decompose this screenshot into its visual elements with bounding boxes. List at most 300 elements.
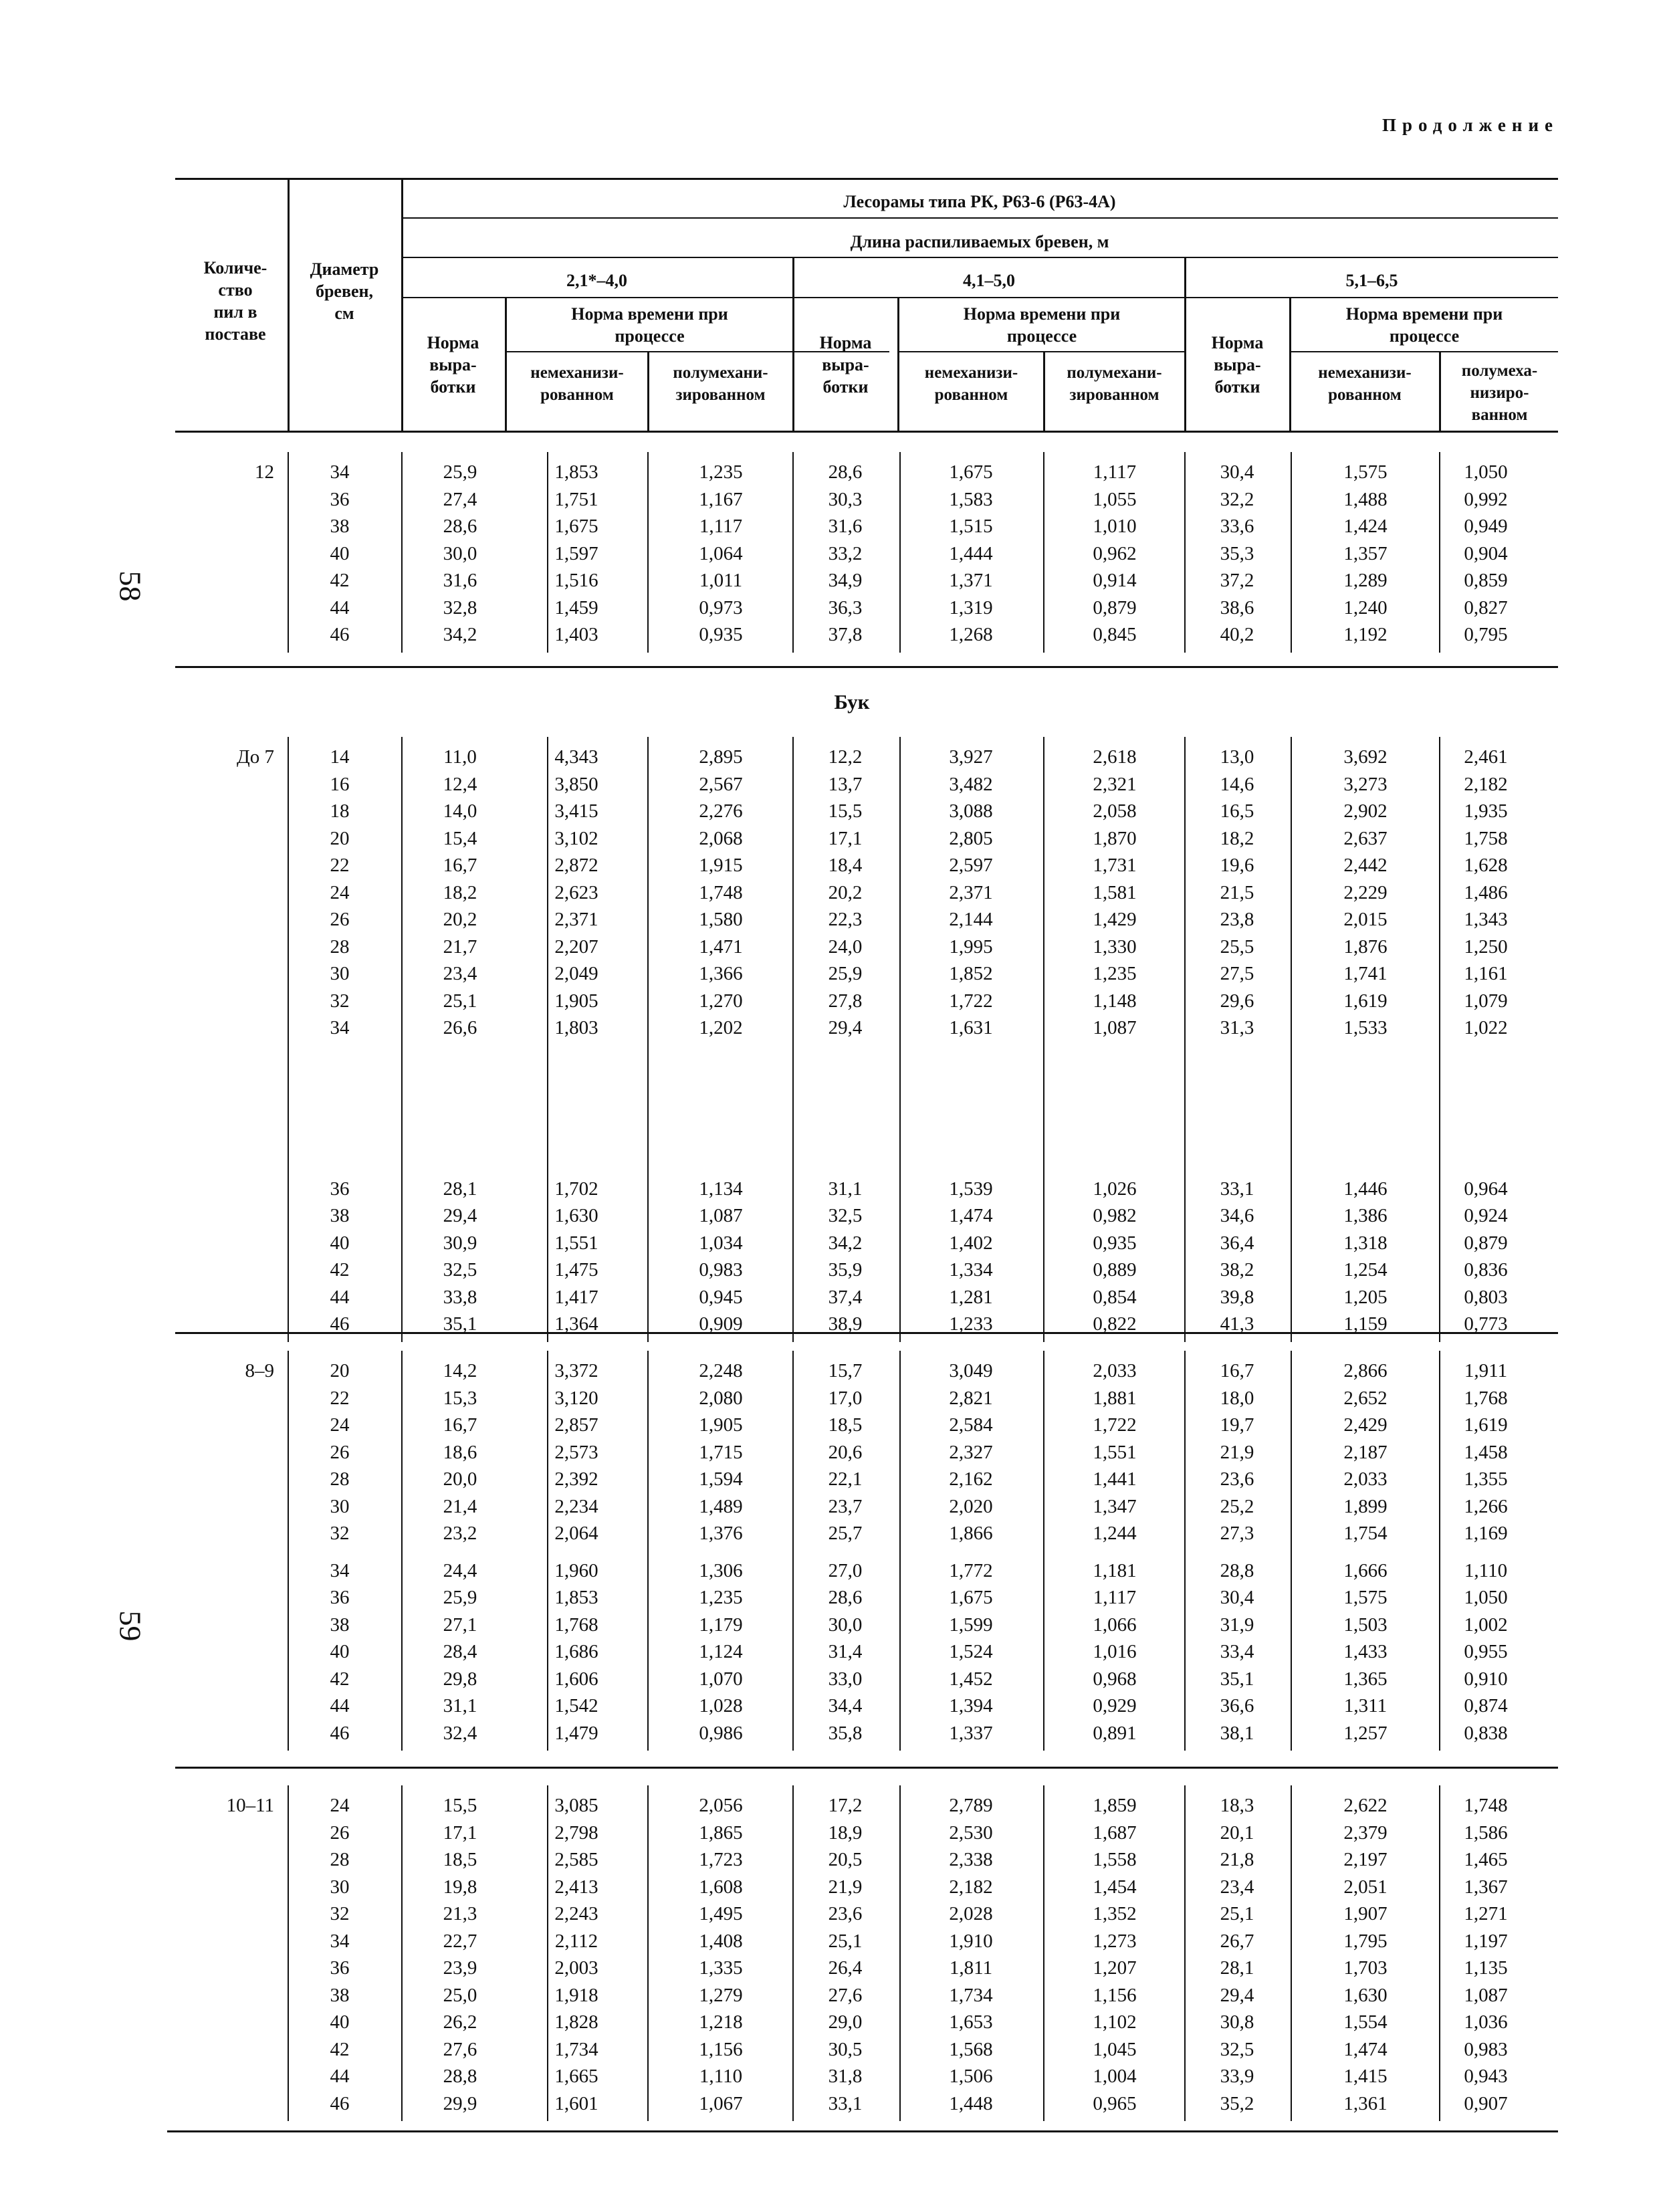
value-cell: 1,357 bbox=[1343, 542, 1388, 564]
value-cell: 2,597 bbox=[949, 855, 993, 876]
value-cell: 18,2 bbox=[443, 881, 477, 903]
value-cell: 1,533 bbox=[1343, 1017, 1388, 1038]
value-cell: 2,895 bbox=[699, 746, 743, 768]
value-cell: 1,734 bbox=[554, 2038, 598, 2060]
value-cell: 25,0 bbox=[443, 1984, 477, 2006]
header-norm-output-2: Норма выра- ботки bbox=[819, 332, 872, 397]
value-cell: 34,2 bbox=[443, 624, 477, 645]
diameter-cell: 46 bbox=[330, 1313, 350, 1335]
diameter-cell: 46 bbox=[330, 1722, 350, 1744]
value-cell: 1,910 bbox=[949, 1930, 993, 1952]
value-cell: 25,5 bbox=[1220, 935, 1254, 958]
value-cell: 16,7 bbox=[443, 1414, 477, 1436]
value-cell: 2,902 bbox=[1343, 800, 1388, 822]
value-cell: 1,441 bbox=[1093, 1468, 1137, 1490]
value-cell: 20,6 bbox=[828, 1441, 863, 1463]
value-cell: 1,244 bbox=[1093, 1523, 1137, 1544]
value-cell: 1,722 bbox=[1093, 1414, 1137, 1436]
header-semimech-2: полумехани- зированном bbox=[1067, 364, 1162, 404]
value-cell: 0,859 bbox=[1464, 570, 1508, 591]
saws-count: До 7 bbox=[236, 746, 274, 768]
diameter-cell: 14 bbox=[330, 746, 350, 768]
value-cell: 2,392 bbox=[554, 1468, 598, 1490]
column-line bbox=[288, 1785, 289, 2121]
value-cell: 26,4 bbox=[828, 1957, 863, 1979]
value-cell: 32,5 bbox=[1220, 2038, 1254, 2060]
value-cell: 1,758 bbox=[1464, 827, 1508, 849]
value-cell: 0,962 bbox=[1093, 542, 1137, 564]
value-cell: 0,889 bbox=[1093, 1259, 1137, 1281]
value-cell: 1,415 bbox=[1343, 2066, 1388, 2087]
column-line bbox=[547, 1351, 548, 1751]
diameter-cell: 36 bbox=[330, 1587, 350, 1608]
value-cell: 27,6 bbox=[443, 2038, 477, 2060]
value-cell: 1,515 bbox=[949, 516, 993, 537]
column-line bbox=[647, 452, 649, 653]
value-cell: 1,347 bbox=[1093, 1495, 1137, 1517]
value-cell: 1,335 bbox=[699, 1957, 743, 1979]
value-cell: 2,162 bbox=[949, 1468, 993, 1490]
value-cell: 1,474 bbox=[1343, 2038, 1388, 2060]
value-cell: 21,8 bbox=[1220, 1849, 1254, 1870]
value-cell: 37,8 bbox=[828, 624, 863, 645]
value-cell: 1,454 bbox=[1093, 1876, 1137, 1898]
value-cell: 30,0 bbox=[828, 1614, 863, 1636]
value-cell: 2,207 bbox=[554, 935, 598, 958]
value-cell: 1,554 bbox=[1343, 2011, 1388, 2033]
value-cell: 1,202 bbox=[699, 1017, 743, 1038]
value-cell: 1,002 bbox=[1464, 1614, 1508, 1636]
value-cell: 1,167 bbox=[699, 488, 743, 510]
value-cell: 28,6 bbox=[828, 1587, 863, 1608]
value-cell: 1,631 bbox=[949, 1017, 993, 1038]
value-cell: 2,033 bbox=[1343, 1468, 1388, 1490]
value-cell: 21,5 bbox=[1220, 881, 1254, 903]
value-cell: 1,102 bbox=[1093, 2011, 1137, 2033]
value-cell: 32,2 bbox=[1220, 488, 1254, 510]
value-cell: 0,904 bbox=[1464, 542, 1508, 564]
value-cell: 2,413 bbox=[554, 1876, 598, 1898]
value-cell: 4,343 bbox=[554, 746, 598, 768]
value-cell: 1,524 bbox=[949, 1641, 993, 1662]
value-cell: 1,135 bbox=[1464, 1957, 1508, 1979]
value-cell: 0,992 bbox=[1464, 488, 1508, 510]
value-cell: 0,964 bbox=[1464, 1178, 1508, 1200]
diameter-cell: 28 bbox=[330, 1849, 350, 1870]
value-cell: 22,7 bbox=[443, 1930, 477, 1952]
value-cell: 2,623 bbox=[554, 881, 598, 903]
value-cell: 37,2 bbox=[1220, 570, 1254, 591]
value-cell: 33,0 bbox=[828, 1668, 863, 1690]
value-cell: 1,394 bbox=[949, 1695, 993, 1717]
value-cell: 0,910 bbox=[1464, 1668, 1508, 1690]
value-cell: 0,955 bbox=[1464, 1641, 1508, 1662]
diameter-cell: 42 bbox=[330, 1259, 350, 1281]
header-range-3: 5,1–6,5 bbox=[1345, 270, 1398, 290]
value-cell: 33,8 bbox=[443, 1286, 477, 1308]
value-cell: 1,011 bbox=[699, 570, 743, 591]
diameter-cell: 44 bbox=[330, 596, 350, 619]
diameter-cell: 34 bbox=[330, 1017, 350, 1038]
column-line bbox=[1439, 1785, 1440, 2121]
value-cell: 0,838 bbox=[1464, 1722, 1508, 1744]
diameter-cell: 36 bbox=[330, 1957, 350, 1979]
value-cell: 2,049 bbox=[554, 963, 598, 984]
rule-line bbox=[175, 1767, 1558, 1769]
value-cell: 36,3 bbox=[828, 596, 863, 619]
value-cell: 1,754 bbox=[1343, 1523, 1388, 1544]
value-cell: 1,911 bbox=[1464, 1360, 1508, 1381]
diameter-cell: 34 bbox=[330, 461, 350, 483]
value-cell: 14,6 bbox=[1220, 773, 1254, 795]
value-cell: 1,516 bbox=[554, 570, 598, 591]
value-cell: 39,8 bbox=[1220, 1286, 1254, 1308]
value-cell: 22,1 bbox=[828, 1468, 863, 1490]
value-cell: 23,6 bbox=[1220, 1468, 1254, 1490]
value-cell: 1,424 bbox=[1343, 516, 1388, 537]
value-cell: 1,619 bbox=[1464, 1414, 1508, 1436]
value-cell: 0,836 bbox=[1464, 1259, 1508, 1281]
value-cell: 2,182 bbox=[949, 1876, 993, 1898]
diameter-cell: 26 bbox=[330, 1441, 350, 1463]
value-cell: 30,8 bbox=[1220, 2011, 1254, 2033]
value-cell: 2,857 bbox=[554, 1414, 598, 1436]
value-cell: 18,5 bbox=[443, 1849, 477, 1870]
value-cell: 1,581 bbox=[1093, 881, 1137, 903]
value-cell: 21,7 bbox=[443, 935, 477, 958]
value-cell: 0,845 bbox=[1093, 624, 1137, 645]
diameter-cell: 40 bbox=[330, 2011, 350, 2033]
value-cell: 12,2 bbox=[828, 746, 863, 768]
value-cell: 2,229 bbox=[1343, 881, 1388, 903]
value-cell: 1,471 bbox=[699, 935, 743, 958]
value-cell: 34,9 bbox=[828, 570, 863, 591]
value-cell: 1,334 bbox=[949, 1259, 993, 1281]
column-line bbox=[401, 1785, 403, 2121]
value-cell: 2,033 bbox=[1093, 1360, 1137, 1381]
value-cell: 2,051 bbox=[1343, 1876, 1388, 1898]
column-line bbox=[1184, 737, 1186, 1342]
value-cell: 26,6 bbox=[443, 1017, 477, 1038]
column-line bbox=[647, 1785, 649, 2121]
value-cell: 3,088 bbox=[949, 800, 993, 822]
value-cell: 34,2 bbox=[828, 1232, 863, 1254]
value-cell: 1,192 bbox=[1343, 624, 1388, 645]
column-line bbox=[792, 1785, 794, 2121]
value-cell: 27,4 bbox=[443, 488, 477, 510]
value-cell: 2,187 bbox=[1343, 1441, 1388, 1463]
value-cell: 23,4 bbox=[443, 963, 477, 984]
value-cell: 0,983 bbox=[699, 1259, 743, 1281]
header-diameter: Диаметр бревен, см bbox=[310, 259, 379, 323]
value-cell: 1,486 bbox=[1464, 881, 1508, 903]
value-cell: 1,235 bbox=[699, 461, 743, 483]
value-cell: 1,539 bbox=[949, 1178, 993, 1200]
value-cell: 1,488 bbox=[1343, 488, 1388, 510]
value-cell: 1,205 bbox=[1343, 1286, 1388, 1308]
value-cell: 31,8 bbox=[828, 2066, 863, 2087]
value-cell: 36,6 bbox=[1220, 1695, 1254, 1717]
value-cell: 0,983 bbox=[1464, 2038, 1508, 2060]
value-cell: 1,734 bbox=[949, 1984, 993, 2006]
value-cell: 13,0 bbox=[1220, 746, 1254, 768]
value-cell: 32,5 bbox=[828, 1205, 863, 1226]
diameter-cell: 44 bbox=[330, 1695, 350, 1717]
value-cell: 1,479 bbox=[554, 1722, 598, 1744]
value-cell: 35,9 bbox=[828, 1259, 863, 1281]
diameter-cell: 36 bbox=[330, 1178, 350, 1200]
column-line bbox=[288, 452, 289, 653]
value-cell: 1,619 bbox=[1343, 990, 1388, 1012]
value-cell: 1,197 bbox=[1464, 1930, 1508, 1952]
value-cell: 26,2 bbox=[443, 2011, 477, 2033]
header-semimech-3: полумеха- низиро- ванном bbox=[1461, 361, 1538, 424]
value-cell: 1,795 bbox=[1343, 1930, 1388, 1952]
diameter-cell: 22 bbox=[330, 1387, 350, 1409]
value-cell: 1,586 bbox=[1464, 1821, 1508, 1844]
value-cell: 1,026 bbox=[1093, 1178, 1137, 1200]
column-line bbox=[899, 452, 901, 653]
header-range-1: 2,1*–4,0 bbox=[566, 270, 627, 290]
page-number-58: 58 bbox=[113, 570, 148, 602]
value-cell: 1,580 bbox=[699, 909, 743, 930]
value-cell: 1,653 bbox=[949, 2011, 993, 2033]
column-line bbox=[1291, 452, 1292, 653]
value-cell: 1,599 bbox=[949, 1614, 993, 1636]
value-cell: 28,8 bbox=[1220, 1559, 1254, 1581]
diameter-cell: 32 bbox=[330, 1903, 350, 1924]
value-cell: 25,9 bbox=[828, 963, 863, 984]
value-cell: 40,2 bbox=[1220, 624, 1254, 645]
value-cell: 16,5 bbox=[1220, 800, 1254, 822]
diameter-cell: 44 bbox=[330, 2066, 350, 2087]
value-cell: 1,179 bbox=[699, 1614, 743, 1636]
value-cell: 27,0 bbox=[828, 1559, 863, 1581]
value-cell: 1,433 bbox=[1343, 1641, 1388, 1662]
value-cell: 2,064 bbox=[554, 1523, 598, 1544]
value-cell: 30,4 bbox=[1220, 1587, 1254, 1608]
diameter-cell: 28 bbox=[330, 1468, 350, 1490]
value-cell: 27,6 bbox=[828, 1984, 863, 2006]
value-cell: 1,448 bbox=[949, 2092, 993, 2114]
value-cell: 30,0 bbox=[443, 542, 477, 564]
value-cell: 23,6 bbox=[828, 1903, 863, 1924]
value-cell: 1,558 bbox=[1093, 1849, 1137, 1870]
value-cell: 1,355 bbox=[1464, 1468, 1508, 1490]
value-cell: 0,803 bbox=[1464, 1286, 1508, 1308]
value-cell: 3,850 bbox=[554, 773, 598, 795]
value-cell: 1,181 bbox=[1093, 1559, 1137, 1581]
value-cell: 1,235 bbox=[699, 1587, 743, 1608]
value-cell: 19,7 bbox=[1220, 1414, 1254, 1436]
value-cell: 2,652 bbox=[1343, 1387, 1388, 1409]
value-cell: 1,386 bbox=[1343, 1205, 1388, 1226]
column-line bbox=[899, 1351, 901, 1751]
column-line bbox=[899, 737, 901, 1342]
header-semimech-1: полумехани- зированном bbox=[673, 364, 768, 404]
value-cell: 1,281 bbox=[949, 1286, 993, 1308]
value-cell: 2,197 bbox=[1343, 1849, 1388, 1870]
value-cell: 25,9 bbox=[443, 1587, 477, 1608]
value-cell: 23,4 bbox=[1220, 1876, 1254, 1898]
value-cell: 1,266 bbox=[1464, 1495, 1508, 1517]
value-cell: 30,4 bbox=[1220, 461, 1254, 483]
value-cell: 1,866 bbox=[949, 1523, 993, 1544]
value-cell: 29,0 bbox=[828, 2011, 863, 2033]
value-cell: 1,575 bbox=[1343, 1587, 1388, 1608]
value-cell: 36,4 bbox=[1220, 1232, 1254, 1254]
diameter-cell: 44 bbox=[330, 1286, 350, 1308]
value-cell: 1,169 bbox=[1464, 1523, 1508, 1544]
column-line bbox=[647, 737, 649, 1342]
value-cell: 2,789 bbox=[949, 1795, 993, 1816]
value-cell: 1,852 bbox=[949, 963, 993, 984]
value-cell: 1,748 bbox=[699, 881, 743, 903]
value-cell: 18,5 bbox=[828, 1414, 863, 1436]
value-cell: 28,8 bbox=[443, 2066, 477, 2087]
diameter-cell: 24 bbox=[330, 881, 350, 903]
diameter-cell: 30 bbox=[330, 1495, 350, 1517]
value-cell: 0,965 bbox=[1093, 2092, 1137, 2114]
diameter-cell: 42 bbox=[330, 570, 350, 591]
value-cell: 30,5 bbox=[828, 2038, 863, 2060]
value-cell: 1,703 bbox=[1343, 1957, 1388, 1979]
value-cell: 0,935 bbox=[1093, 1232, 1137, 1254]
column-line bbox=[1439, 1351, 1440, 1751]
value-cell: 27,1 bbox=[443, 1614, 477, 1636]
value-cell: 0,986 bbox=[699, 1722, 743, 1744]
value-cell: 1,601 bbox=[554, 2092, 598, 2114]
value-cell: 25,2 bbox=[1220, 1495, 1254, 1517]
value-cell: 28,1 bbox=[443, 1178, 477, 1200]
value-cell: 1,458 bbox=[1464, 1441, 1508, 1463]
value-cell: 1,156 bbox=[1093, 1984, 1137, 2006]
value-cell: 1,751 bbox=[554, 488, 598, 510]
value-cell: 1,376 bbox=[699, 1523, 743, 1544]
diameter-cell: 38 bbox=[330, 1205, 350, 1226]
value-cell: 1,161 bbox=[1464, 963, 1508, 984]
diameter-cell: 16 bbox=[330, 773, 350, 795]
header-saws: Количе- ство пил в поставе bbox=[203, 258, 267, 344]
value-cell: 2,573 bbox=[554, 1441, 598, 1463]
value-cell: 1,542 bbox=[554, 1695, 598, 1717]
value-cell: 15,7 bbox=[828, 1360, 863, 1381]
value-cell: 14,2 bbox=[443, 1360, 477, 1381]
value-cell: 33,1 bbox=[828, 2092, 863, 2114]
value-cell: 0,874 bbox=[1464, 1695, 1508, 1717]
value-cell: 1,070 bbox=[699, 1668, 743, 1690]
value-cell: 2,080 bbox=[699, 1387, 743, 1409]
value-cell: 2,530 bbox=[949, 1821, 993, 1844]
value-cell: 1,402 bbox=[949, 1232, 993, 1254]
diameter-cell: 40 bbox=[330, 1232, 350, 1254]
value-cell: 1,597 bbox=[554, 542, 598, 564]
rule-line bbox=[175, 178, 1558, 180]
value-cell: 2,338 bbox=[949, 1849, 993, 1870]
value-cell: 1,016 bbox=[1093, 1641, 1137, 1662]
value-cell: 11,0 bbox=[443, 746, 477, 768]
value-cell: 1,079 bbox=[1464, 990, 1508, 1012]
value-cell: 17,1 bbox=[828, 827, 863, 849]
value-cell: 1,110 bbox=[1464, 1559, 1508, 1581]
value-cell: 1,828 bbox=[554, 2011, 598, 2033]
diameter-cell: 30 bbox=[330, 963, 350, 984]
value-cell: 1,064 bbox=[699, 542, 743, 564]
value-cell: 37,4 bbox=[828, 1286, 863, 1308]
diameter-cell: 26 bbox=[330, 909, 350, 930]
header-nonmech-2: немеханизи- рованном bbox=[924, 364, 1018, 404]
value-cell: 2,442 bbox=[1343, 855, 1388, 876]
value-cell: 1,319 bbox=[949, 596, 993, 619]
value-cell: 14,0 bbox=[443, 800, 477, 822]
value-cell: 0,891 bbox=[1093, 1722, 1137, 1744]
value-cell: 32,4 bbox=[443, 1722, 477, 1744]
value-cell: 1,330 bbox=[1093, 935, 1137, 958]
value-cell: 32,8 bbox=[443, 596, 477, 619]
value-cell: 15,3 bbox=[443, 1387, 477, 1409]
value-cell: 1,715 bbox=[699, 1441, 743, 1463]
value-cell: 33,2 bbox=[828, 542, 863, 564]
value-cell: 20,0 bbox=[443, 1468, 477, 1490]
value-cell: 1,907 bbox=[1343, 1903, 1388, 1924]
value-cell: 0,879 bbox=[1464, 1232, 1508, 1254]
value-cell: 0,973 bbox=[699, 596, 743, 619]
column-line bbox=[401, 452, 403, 653]
value-cell: 28,6 bbox=[443, 516, 477, 537]
value-cell: 17,0 bbox=[828, 1387, 863, 1409]
value-cell: 2,821 bbox=[949, 1387, 993, 1409]
value-cell: 1,117 bbox=[699, 516, 743, 537]
value-cell: 1,087 bbox=[1464, 1984, 1508, 2006]
value-cell: 1,254 bbox=[1343, 1259, 1388, 1281]
value-cell: 31,1 bbox=[443, 1695, 477, 1717]
value-cell: 33,1 bbox=[1220, 1178, 1254, 1200]
value-cell: 24,0 bbox=[828, 935, 863, 958]
value-cell: 1,811 bbox=[949, 1957, 993, 1979]
value-cell: 1,055 bbox=[1093, 488, 1137, 510]
header-range-2: 4,1–5,0 bbox=[963, 270, 1015, 290]
header-frames: Лесорамы типа РК, Р63-6 (Р63-4А) bbox=[843, 191, 1116, 211]
value-cell: 1,899 bbox=[1343, 1495, 1388, 1517]
value-cell: 1,367 bbox=[1464, 1876, 1508, 1898]
value-cell: 2,379 bbox=[1343, 1821, 1388, 1844]
value-cell: 31,9 bbox=[1220, 1614, 1254, 1636]
value-cell: 1,772 bbox=[949, 1559, 993, 1581]
value-cell: 1,366 bbox=[699, 963, 743, 984]
value-cell: 1,233 bbox=[949, 1313, 993, 1335]
diameter-cell: 20 bbox=[330, 827, 350, 849]
value-cell: 2,618 bbox=[1093, 746, 1137, 768]
value-cell: 30,9 bbox=[443, 1232, 477, 1254]
value-cell: 35,2 bbox=[1220, 2092, 1254, 2114]
diameter-cell: 24 bbox=[330, 1795, 350, 1816]
column-line bbox=[1291, 737, 1292, 1342]
value-cell: 1,475 bbox=[554, 1259, 598, 1281]
value-cell: 1,429 bbox=[1093, 909, 1137, 930]
diameter-cell: 24 bbox=[330, 1414, 350, 1436]
value-cell: 1,067 bbox=[699, 2092, 743, 2114]
value-cell: 1,271 bbox=[1464, 1903, 1508, 1924]
value-cell: 2,144 bbox=[949, 909, 993, 930]
diameter-cell: 32 bbox=[330, 1523, 350, 1544]
diameter-cell: 46 bbox=[330, 624, 350, 645]
value-cell: 35,8 bbox=[828, 1722, 863, 1744]
section-title-buk: Бук bbox=[834, 690, 870, 713]
value-cell: 1,748 bbox=[1464, 1795, 1508, 1816]
value-cell: 17,2 bbox=[828, 1795, 863, 1816]
column-line bbox=[1291, 1351, 1292, 1751]
value-cell: 1,289 bbox=[1343, 570, 1388, 591]
